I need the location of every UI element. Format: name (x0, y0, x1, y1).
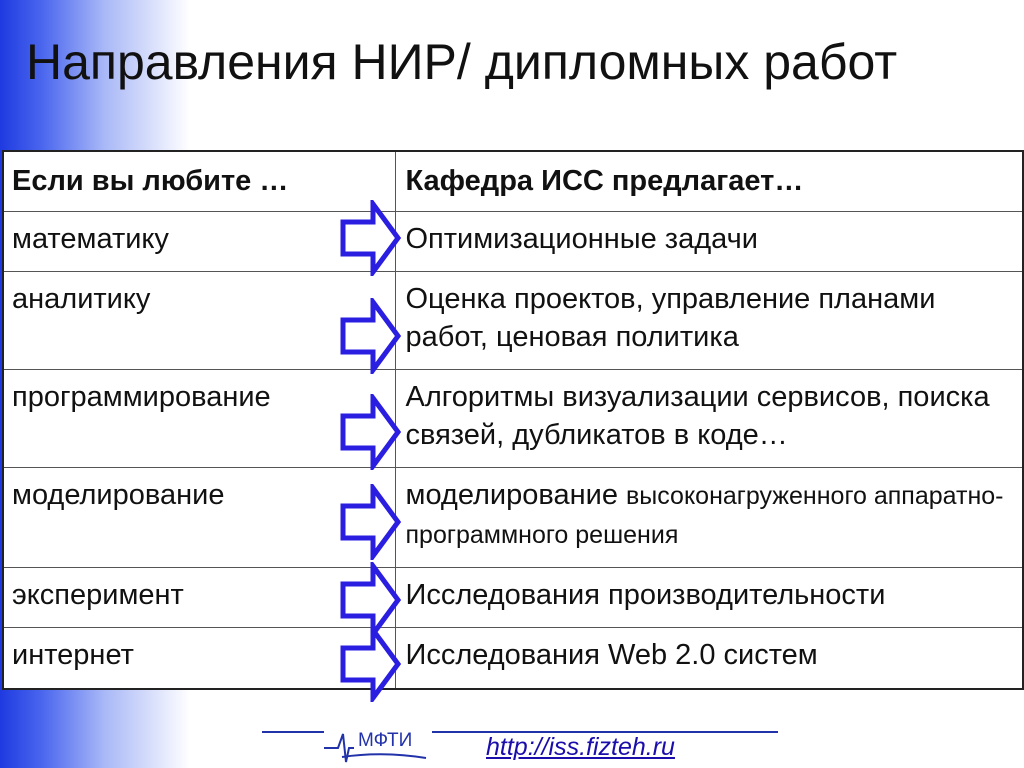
table-row (3, 467, 1023, 567)
row-offer: Оптимизационные задачи (395, 211, 1023, 271)
table-row (3, 369, 1023, 467)
table-row (3, 271, 1023, 369)
table-row (3, 211, 1023, 271)
table-header-row (3, 151, 1023, 211)
row-offer: Алгоритмы визуализации сервисов, поиска связей, дубликатов в коде… (395, 369, 1023, 467)
row-offer: Оценка проектов, управление планами работ, ценовая политика (395, 271, 1023, 369)
mipt-logo (322, 724, 432, 764)
row-interest: моделирование (3, 467, 395, 567)
row-offer-part2: высоконагруженного аппаратно-программного решения (405, 481, 1004, 549)
logo-text: МФТИ (358, 730, 413, 751)
directions-table (2, 150, 1024, 690)
row-offer: Исследования Web 2.0 систем (395, 627, 1023, 689)
header-offer: Кафедра ИСС предлагает… (395, 151, 1023, 211)
row-offer: Исследования производительности (395, 567, 1023, 627)
header-interest: Если вы любите … (3, 151, 395, 211)
row-interest: эксперимент (3, 567, 395, 627)
row-interest: интернет (3, 627, 395, 689)
row-offer (395, 467, 1023, 567)
row-interest: программирование (3, 369, 395, 467)
row-interest: математику (3, 211, 395, 271)
row-offer-part1: моделирование (405, 478, 618, 511)
slide-title: Направления НИР/ дипломных работ (26, 34, 898, 90)
footer-line-left (262, 731, 324, 733)
table-row (3, 567, 1023, 627)
row-interest: аналитику (3, 271, 395, 369)
table-row (3, 627, 1023, 689)
site-link[interactable]: http://iss.fizteh.ru (486, 733, 675, 761)
